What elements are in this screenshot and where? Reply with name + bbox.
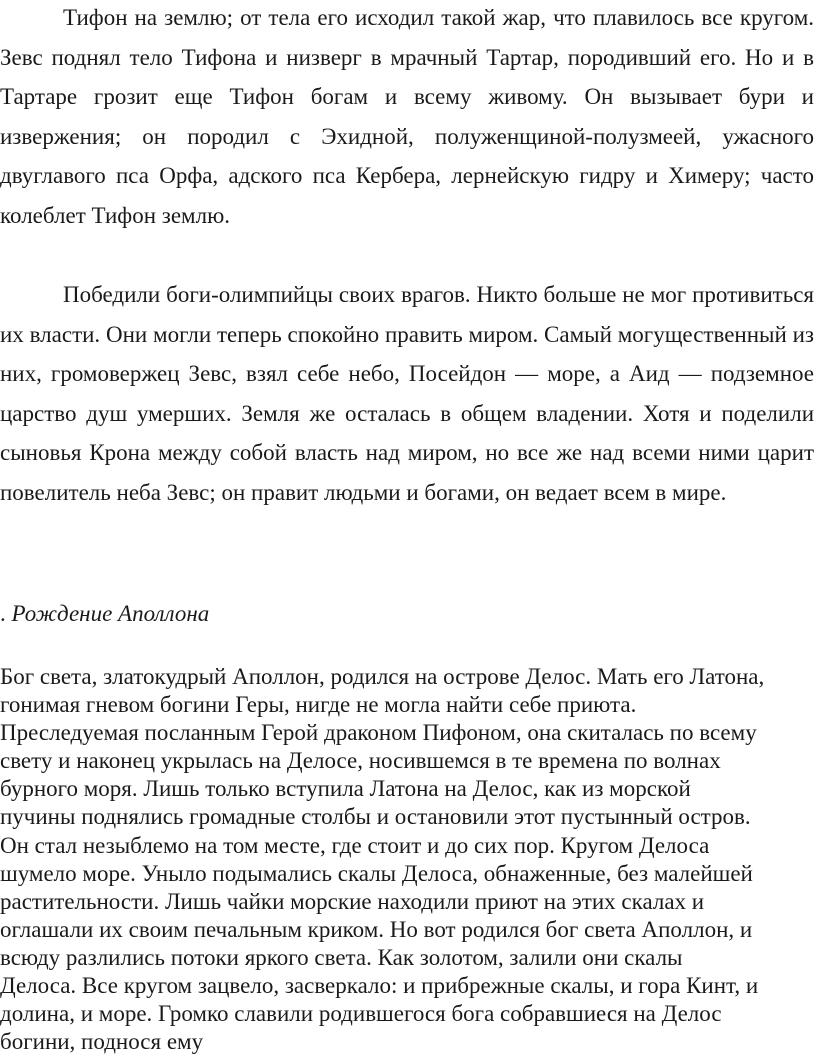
heading-title: Рождение Аполлона — [11, 601, 210, 626]
paragraph-typhon: Тифон на землю; от тела его исходил такой жар, что плавилось все кругом. Зевс поднял тело Тифона и низверг в мрачный Тартар, породивший его. Но и в Тартаре грозит еще Тифон богам и всему живому. Он вызывает бури и извержения; он породил с Эхидной, полуженщиной-полузмеей, ужасного двуглавого пса Орфа, адского пса Кербера, лернейскую гидру и Химеру; часто колеблет Тифон землю. — [0, 5, 814, 228]
paragraph-apollo-birth: Бог света, златокудрый Аполлон, родился на острове Делос. Мать его Латона, гонимая гневом богини Геры, нигде не могла найти себе приюта. Преследуемая посланным Герой драконом Пифоном, она скиталась по всему свету и наконец укрылась на Делосе, носившемся в те времена по волнах бурного моря. Лишь только вступила Латона на Делос, как из морской пучины поднялись громадные столбы и остановили этот пустынный остров. Он стал незыблемо на том месте, где стоит и до сих пор. Кругом Делоса шумело море. Уныло подымались скалы Делоса, обнаженные, без малейшей растительности. Лишь чайки морские находили приют на этих скалах и оглашали их своим печальным криком. Но вот родился бог света Аполлон, и всюду разлились потоки яркого света. Как золотом, залили они скалы Делоса. Все кругом зацвело, засверкало: и прибрежные скалы, и гора Кинт, и долина, и море. Громко славили родившегося бога собравшиеся на Делос богини, поднося ему — [0, 664, 765, 1055]
paragraph-olympians: Победили боги-олимпийцы своих врагов. Никто больше не мог противиться их власти. Они могли теперь спокойно править миром. Самый могущественный из них, громовержец Зевс, взял себе небо, Посейдон — море, а Аид — подземное царство душ умерших. Земля же осталась в общем владении. Хотя и поделили сыновья Крона между собой власть над миром, но все же над всеми ними царит повелитель неба Зевс; он правит людьми и богами, он ведает всем в мире. — [0, 282, 814, 505]
section-heading — [0, 594, 209, 633]
heading-prefix: . — [0, 601, 6, 626]
